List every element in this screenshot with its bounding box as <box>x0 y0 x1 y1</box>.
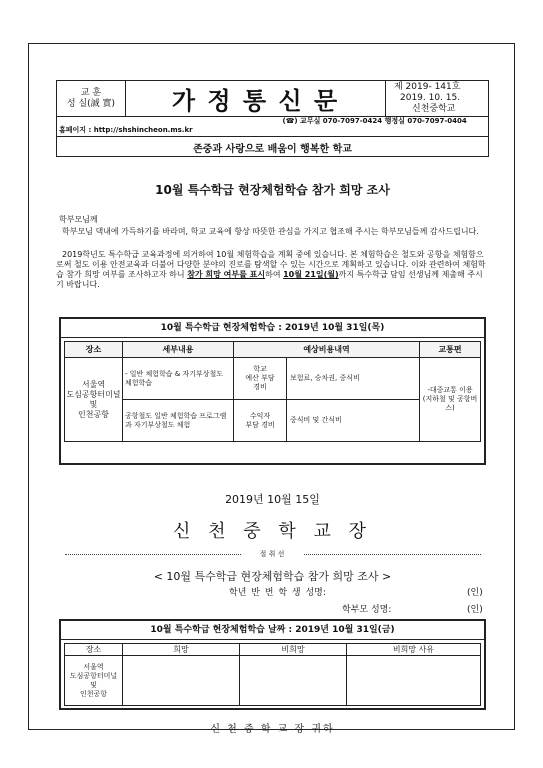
info-header-place: 장소 <box>65 342 123 358</box>
closing-date: 2019년 10월 15일 <box>225 493 320 506</box>
info-table-heading: 10월 특수학급 현장체험학습 : 2019년 10월 31일(목) <box>61 319 484 338</box>
student-name-line[interactable]: 학년 반 번 학 생 성명: <box>229 588 326 598</box>
student-seal: (인) <box>467 588 483 598</box>
parent-seal: (인) <box>467 605 483 615</box>
reply-place: 서울역 도심공항터미널 및 인천공항 <box>65 656 123 706</box>
paragraph-2-highlight-1: 참가 희망 여부를 표시 <box>187 270 266 279</box>
issue-info-cell <box>386 81 489 117</box>
reply-table-heading: 10월 특수학급 현장체험학습 날짜 : 2019년 10월 31일(금) <box>61 621 484 640</box>
header-table <box>56 80 489 157</box>
school-slogan: 존중과 사랑으로 배움이 행복한 학교 <box>193 144 352 155</box>
info-transport: -대중교통 이용 (지하철 및 공항버스) <box>420 358 481 442</box>
info-details-1: - 일반 체험학습 & 자기부상철도 체험학습 <box>123 358 234 400</box>
info-header-details: 세부내용 <box>123 342 234 358</box>
paragraph-2-text-b: 하여 <box>265 270 284 279</box>
info-header-transport: 교통편 <box>420 342 481 358</box>
greeting: 학부모님께 <box>59 215 98 224</box>
reply-reason-cell[interactable] <box>347 656 481 706</box>
reply-header-place: 장소 <box>65 644 123 656</box>
slogan-row <box>57 137 489 157</box>
paragraph-2 <box>56 250 487 290</box>
reply-table-frame <box>59 619 486 710</box>
info-cost-1-label: 학교 예산 부담 경비 <box>234 358 287 400</box>
reply-title: < 10월 특수학급 현장체험학습 참가 희망 조사 > <box>153 570 392 583</box>
document-page <box>28 43 515 735</box>
paragraph-2-text-a: 2019학년도 특수학급 교육과정에 의거하여 10월 체험학습을 계획 중에 있습니다. 본 체험학습은 철도와 공항을 체험함으로써 철도 이용 안전교육과 더불어 다양한 분야의 진로를 탐색할 수 있는 시간으로 계획하고 있습니다. 이와 관련하여 체험학습 참가 희망 여부를 조사하고자 하니 <box>56 250 486 279</box>
newsletter-title: 가 정 통 신 문 <box>171 87 340 115</box>
cut-line-label: 절 취 선 <box>241 550 303 559</box>
motto-cell <box>57 81 126 117</box>
parent-name-line[interactable]: 학부모 성명: <box>342 605 392 615</box>
info-table <box>64 341 481 442</box>
school-name-small: 신천중학교 <box>412 104 456 114</box>
reply-hope-cell[interactable] <box>123 656 240 706</box>
motto-value: 성 실(誠 實) <box>66 98 116 109</box>
info-cost-2-value: 중식비 및 간식비 <box>287 400 420 442</box>
principal-signature: 신 천 중 학 교 장 <box>173 521 372 542</box>
phone-numbers: (☎) 교무실 070-7097-0424 행정실 070-7097-0404 <box>282 117 467 125</box>
issue-date: 2019. 10. 15. <box>400 93 461 103</box>
issue-number: 제 2019- 141호 <box>394 82 461 92</box>
motto-label: 교 훈 <box>80 87 102 98</box>
info-header-cost: 예상비용내역 <box>234 342 420 358</box>
info-details-2: 공항철도 일반 체험학습 프로그램과 자기부상철도 체험 <box>123 400 234 442</box>
homepage-link[interactable]: 홈페이지 : http://shshincheon.ms.kr <box>59 126 193 134</box>
contact-row <box>57 117 489 137</box>
reply-footer: 신 천 중 학 교 장 귀하 <box>210 724 335 735</box>
document-title: 10월 특수학급 현장체험학습 참가 희망 조사 <box>155 183 390 197</box>
paragraph-1: 학부모님 댁내에 가득하기를 바라며, 학교 교육에 항상 따뜻한 관심을 가지고 협조해 주시는 학부모님들께 감사드립니다. <box>62 227 479 236</box>
info-table-frame <box>59 317 486 465</box>
reply-header-reason: 비희망 사유 <box>347 644 481 656</box>
reply-table <box>64 643 481 706</box>
info-cost-1-value: 보험료, 승차권, 중식비 <box>287 358 420 400</box>
info-place: 서울역 도심공항터미널 및 인천공항 <box>65 358 123 442</box>
info-cost-2-label: 수익자 부담 경비 <box>234 400 287 442</box>
paragraph-2-text-c: 까지 특수학급 담임 선생님께 제출해 주시기 바랍니다. <box>56 270 483 289</box>
reply-header-no-hope: 비희망 <box>240 644 347 656</box>
reply-header-hope: 희망 <box>123 644 240 656</box>
newsletter-title-cell <box>126 81 386 117</box>
reply-no-hope-cell[interactable] <box>240 656 347 706</box>
paragraph-2-deadline: 10월 21일(월) <box>283 270 339 279</box>
